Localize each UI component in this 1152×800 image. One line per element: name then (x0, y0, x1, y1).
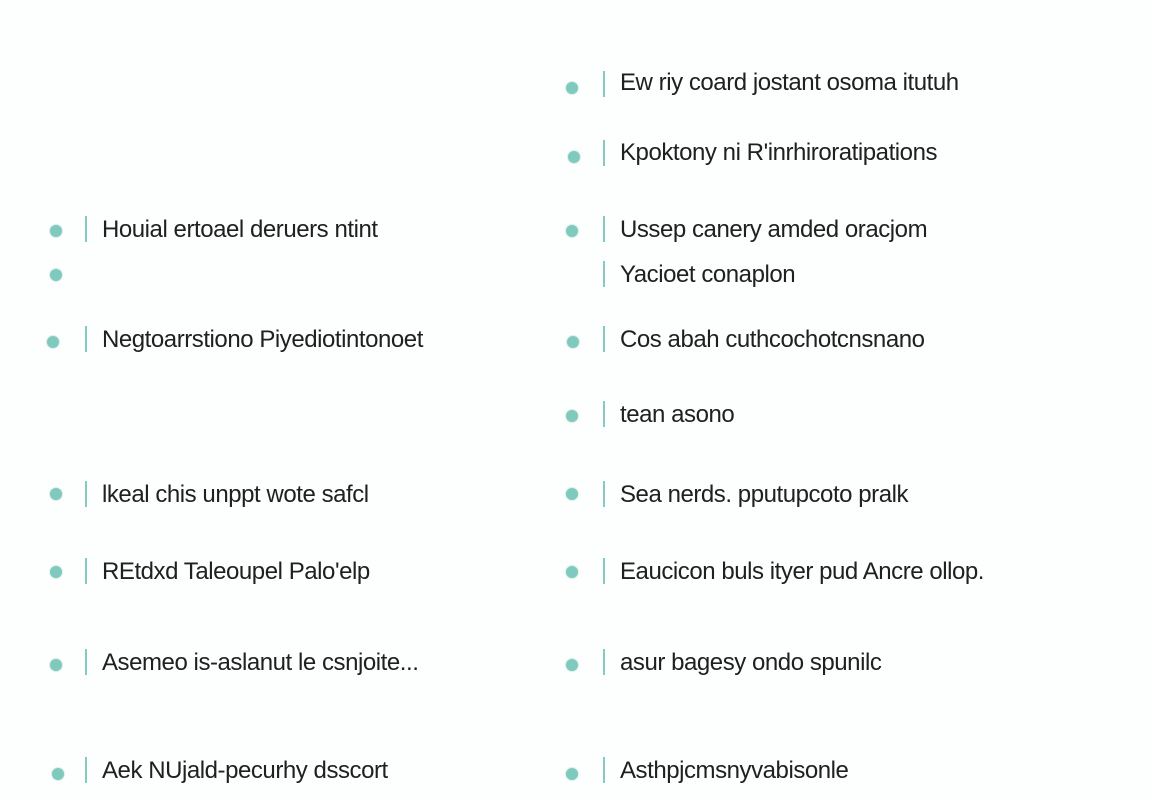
bullet-icon (50, 225, 62, 237)
list-item-left-6 (50, 756, 520, 792)
list-item-label: Houial ertoael deruers ntint (102, 216, 378, 243)
list-item-right-1 (566, 68, 1086, 104)
list-item-label: tean asono (620, 401, 735, 428)
list-item-label: Kpoktony ni R'inrhiroratipations (620, 139, 938, 166)
divider-line (603, 481, 605, 507)
list-item-right-6 (566, 400, 1086, 436)
list-item-right-4 (566, 260, 1086, 296)
list-item-label: Asthpjcmsnyvabisonle (620, 757, 849, 784)
divider-line (85, 481, 87, 507)
list-item-left-2 (47, 325, 537, 361)
list-item-right-9 (566, 648, 1086, 684)
divider-line (85, 326, 87, 352)
divider-line (85, 649, 87, 675)
bullet-icon (568, 151, 580, 163)
divider-line (85, 757, 87, 783)
list-item-label: asur bagesy ondo spunilc (620, 649, 882, 676)
divider-line (603, 261, 605, 287)
bullet-icon (566, 410, 578, 422)
divider-line (603, 401, 605, 427)
divider-line (603, 326, 605, 352)
list-item-label: Cos abah cuthcochotcnsnano (620, 326, 925, 353)
list-item-label: Aek NUjald-pecurhy dsscort (102, 757, 388, 784)
list-item-right-7 (566, 480, 1086, 516)
list-item-left-empty (50, 262, 70, 298)
bullet-icon (50, 488, 62, 500)
list-item-left-4 (50, 557, 520, 593)
list-item-right-5 (566, 325, 1086, 361)
bullet-icon (566, 566, 578, 578)
list-item-label: Ussep canery amded oracjom (620, 216, 928, 243)
bullet-icon (50, 659, 62, 671)
bullet-icon (47, 336, 59, 348)
list-item-left-3 (50, 480, 520, 516)
bullet-icon (567, 336, 579, 348)
list-item-label: Asemeo is-aslanut le csnjoite... (102, 649, 419, 676)
bullet-icon (566, 659, 578, 671)
list-item-label: Ew riy coard jostant osoma itutuh (620, 69, 959, 96)
list-item-label: Sea nerds. pputupcoto pralk (620, 481, 909, 508)
list-item-left-5 (50, 648, 520, 684)
divider-line (603, 216, 605, 242)
bullet-icon (566, 488, 578, 500)
list-item-left-1 (50, 215, 520, 251)
divider-line (603, 649, 605, 675)
bullet-icon (566, 768, 578, 780)
divider-line (603, 71, 605, 97)
bullet-icon (566, 225, 578, 237)
list-item-label: Eaucicon buls ityer pud Ancre ollop. (620, 558, 985, 585)
list-item-right-10 (566, 756, 1086, 792)
divider-line (603, 558, 605, 584)
divider-line (85, 558, 87, 584)
divider-line (603, 140, 605, 166)
list-item-label: Yacioet conaplon (620, 261, 796, 288)
bullet-icon (52, 768, 64, 780)
divider-line (603, 757, 605, 783)
divider-line (85, 216, 87, 242)
list-item-label: REtdxd Taleoupel Palo'elp (102, 558, 370, 585)
bullet-icon (50, 269, 62, 281)
list-item-right-2 (566, 138, 1086, 174)
list-item-right-3 (566, 215, 1086, 251)
list-item-label: Negtoarrstiono Piyediotintonoet (102, 326, 423, 353)
list-item-label: lkeal chis unppt wote safcl (102, 481, 369, 508)
bullet-icon (566, 82, 578, 94)
bullet-icon (50, 566, 62, 578)
list-item-right-8 (566, 557, 1106, 593)
